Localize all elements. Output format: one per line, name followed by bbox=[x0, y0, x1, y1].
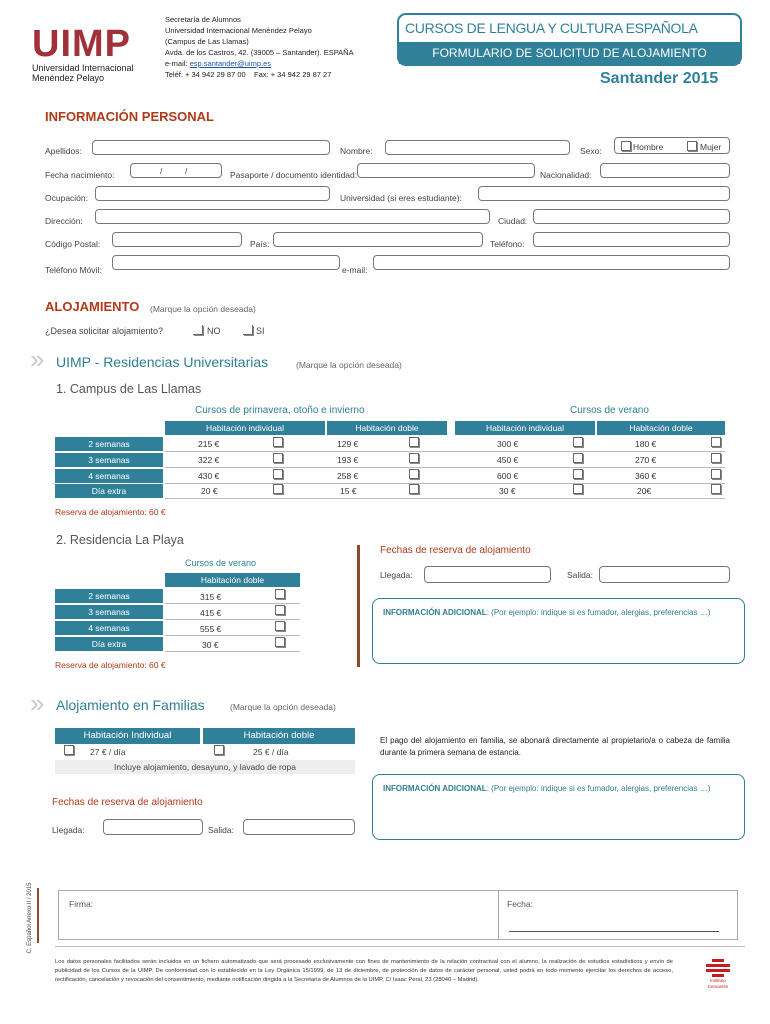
row-label: 3 semanas bbox=[55, 453, 163, 467]
uimp-logo bbox=[32, 23, 142, 83]
logo-text: UIMP bbox=[32, 23, 131, 65]
address-line: Avda. de los Castros, 42. (39005 – Santander). ESPAÑA bbox=[165, 48, 354, 57]
pasaporte-field[interactable] bbox=[357, 163, 535, 178]
campus-heading: 1. Campus de Las Llamas bbox=[56, 382, 202, 396]
campus-table bbox=[55, 421, 725, 503]
row-label: Día extra bbox=[55, 637, 163, 651]
title-main: CURSOS DE LENGUA Y CULTURA ESPAÑOLA bbox=[405, 20, 698, 36]
price: 193 € bbox=[337, 455, 359, 465]
col-header: Habitación doble bbox=[203, 728, 355, 744]
info-note: : (Por ejemplo: indique si es fumador, alergias, preferencias …) bbox=[486, 784, 711, 793]
mujer-checkbox[interactable] bbox=[687, 141, 697, 151]
familia-double-price: 25 € / día bbox=[253, 747, 289, 757]
price: 15 € bbox=[340, 486, 357, 496]
info-box-familias[interactable] bbox=[372, 774, 745, 840]
col-header: Habitación Individual bbox=[55, 728, 200, 744]
date-sep: / bbox=[160, 166, 163, 176]
universidad-label: Universidad (si eres estudiante): bbox=[340, 193, 462, 203]
cervantes-mark-icon bbox=[697, 958, 739, 978]
ocupacion-label: Ocupación: bbox=[45, 193, 88, 203]
email-label: e-mail: bbox=[165, 59, 188, 68]
checkbox[interactable] bbox=[273, 437, 283, 447]
checkbox[interactable] bbox=[275, 589, 285, 599]
divider-vertical bbox=[357, 545, 360, 667]
price: 430 € bbox=[198, 471, 220, 481]
nacionalidad-field[interactable] bbox=[600, 163, 730, 178]
residencias-heading: UIMP - Residencias Universitarias bbox=[56, 354, 269, 370]
row-label: Día extra bbox=[55, 484, 163, 498]
hombre-label: Hombre bbox=[633, 142, 664, 152]
familias-heading: Alojamiento en Familias bbox=[56, 697, 205, 713]
checkbox[interactable] bbox=[573, 484, 583, 494]
universidad-field[interactable] bbox=[478, 186, 730, 201]
pais-label: País: bbox=[250, 239, 270, 249]
pais-field[interactable] bbox=[273, 232, 483, 247]
salida-field[interactable] bbox=[599, 566, 730, 583]
checkbox[interactable] bbox=[275, 605, 285, 615]
col-header: Habitación doble bbox=[165, 573, 300, 587]
price: 300 € bbox=[497, 439, 519, 449]
row-label: 2 semanas bbox=[55, 437, 163, 451]
playa-summer: Cursos de verano bbox=[185, 558, 257, 568]
familia-salida-label: Salida: bbox=[208, 825, 234, 835]
alojamiento-note: (Marque la opción deseada) bbox=[150, 304, 256, 314]
fecha-nac-field[interactable] bbox=[130, 163, 222, 178]
cp-field[interactable] bbox=[112, 232, 242, 247]
email-label: e-mail: bbox=[342, 265, 368, 275]
mujer-label: Mujer bbox=[700, 142, 722, 152]
si-label: SI bbox=[256, 326, 265, 336]
movil-field[interactable] bbox=[112, 255, 340, 270]
pasaporte-label: Pasaporte / documento identidad: bbox=[230, 170, 358, 180]
llegada-label: Llegada: bbox=[380, 570, 413, 580]
chevron-icon: » bbox=[30, 688, 45, 718]
summer-heading: Cursos de verano bbox=[570, 405, 649, 416]
alojamiento-question: ¿Desea solicitar alojamiento? bbox=[45, 326, 164, 336]
city-year: Santander 2015 bbox=[600, 70, 719, 87]
title-sub-bar: FORMULARIO DE SOLICITUD DE ALOJAMIENTO bbox=[399, 42, 740, 64]
reserva-campus: Reserva de alojamiento: 60 € bbox=[55, 507, 166, 517]
legal-text: Los datos personales facilitados serán incluidos en un fichero automatizado que será procesado exclusivamente con fines de mantenimiento de la relación contractual con el alumno, la realización de estudios estadísticos y envío de publicidad de los Cursos de la UIMP. De conformidad con lo establecido en la Ley Orgánica 15/1999, de 13 de diciembre, de protección de datos de carácter personal, usted podrá en todo momento ejercitar los derechos de acceso, rectificación, cancelación y revocación del consentimiento, mediante notificación dirigida a la Secretaría de Alumnos de la UIMP, C/ Isaac Peral, 23 (28040 – Madrid). bbox=[55, 959, 673, 983]
nombre-label: Nombre: bbox=[340, 146, 373, 156]
side-text: C. Español Anexo II / 2015 bbox=[27, 882, 33, 954]
address-line: Secretaría de Alumnos bbox=[165, 15, 241, 24]
price: 360 € bbox=[635, 471, 657, 481]
checkbox[interactable] bbox=[409, 469, 419, 479]
phone-line bbox=[165, 69, 354, 80]
direccion-label: Dirección: bbox=[45, 216, 83, 226]
sexo-label: Sexo: bbox=[580, 146, 602, 156]
price: 20€ bbox=[637, 486, 652, 496]
price: 30 € bbox=[499, 486, 516, 496]
instituto-cervantes-logo bbox=[697, 958, 739, 992]
no-checkbox[interactable] bbox=[193, 325, 203, 335]
familias-fechas-heading: Fechas de reserva de alojamiento bbox=[52, 797, 203, 808]
email-line bbox=[165, 58, 354, 69]
address-block bbox=[165, 14, 354, 80]
checkbox[interactable] bbox=[409, 453, 419, 463]
checkbox[interactable] bbox=[273, 453, 283, 463]
info-line bbox=[383, 608, 710, 617]
includes-bar: Incluye alojamiento, desayuno, y lavado de ropa bbox=[55, 760, 355, 774]
checkbox[interactable] bbox=[409, 437, 419, 447]
checkbox[interactable] bbox=[711, 469, 721, 479]
price: 270 € bbox=[635, 455, 657, 465]
info-label: INFORMACIÓN ADICIONAL bbox=[383, 608, 487, 617]
info-box-residencias[interactable] bbox=[372, 598, 745, 664]
telefono-field[interactable] bbox=[533, 232, 730, 247]
logo-text1: Instituto bbox=[710, 978, 726, 983]
familia-llegada-field[interactable] bbox=[103, 819, 203, 835]
col-header: Habitación individual bbox=[165, 421, 325, 435]
price: 30 € bbox=[202, 640, 219, 650]
spring-heading: Cursos de primavera, otoño e invierno bbox=[195, 405, 365, 416]
price: 415 € bbox=[200, 608, 222, 618]
price: 322 € bbox=[198, 455, 220, 465]
direccion-field[interactable] bbox=[95, 209, 490, 224]
phone: Teléf. + 34 942 29 87 00 bbox=[165, 70, 246, 79]
familia-single-price: 27 € / día bbox=[90, 747, 126, 757]
playa-heading: 2. Residencia La Playa bbox=[56, 533, 184, 547]
apellidos-label: Apellidos: bbox=[45, 146, 82, 156]
checkbox[interactable] bbox=[573, 437, 583, 447]
fecha-nac-label: Fecha nacimiento: bbox=[45, 170, 115, 180]
playa-table bbox=[55, 573, 305, 653]
movil-label: Teléfono Móvil: bbox=[45, 265, 102, 275]
logo-text2: Cervantes bbox=[707, 984, 729, 989]
residencias-note: (Marque la opción deseada) bbox=[296, 360, 402, 370]
checkbox[interactable] bbox=[573, 453, 583, 463]
familia-llegada-label: Llegada: bbox=[52, 825, 85, 835]
address-line: Universidad Internacional Menéndez Pelayo bbox=[165, 26, 312, 35]
checkbox[interactable] bbox=[711, 484, 721, 494]
ocupacion-field[interactable] bbox=[95, 186, 330, 201]
ciudad-field[interactable] bbox=[533, 209, 730, 224]
side-rule bbox=[37, 888, 39, 943]
row-label: 2 semanas bbox=[55, 589, 163, 603]
price: 215 € bbox=[198, 439, 220, 449]
price: 20 € bbox=[201, 486, 218, 496]
date-sep: / bbox=[185, 166, 188, 176]
checkbox[interactable] bbox=[275, 621, 285, 631]
footer-rule bbox=[55, 946, 745, 947]
firma-box[interactable] bbox=[58, 890, 738, 940]
apellidos-field[interactable] bbox=[92, 140, 330, 155]
price: 450 € bbox=[497, 455, 519, 465]
familias-note: (Marque la opción deseada) bbox=[230, 702, 336, 712]
checkbox[interactable] bbox=[273, 469, 283, 479]
alojamiento-heading: ALOJAMIENTO bbox=[45, 299, 140, 314]
email-field[interactable] bbox=[373, 255, 730, 270]
familia-salida-field[interactable] bbox=[243, 819, 355, 835]
col-header: Habitación doble bbox=[597, 421, 725, 435]
salida-label: Salida: bbox=[567, 570, 593, 580]
fechas-heading: Fechas de reserva de alojamiento bbox=[380, 545, 531, 556]
no-label: NO bbox=[207, 326, 221, 336]
divider bbox=[498, 891, 499, 939]
ciudad-label: Ciudad: bbox=[498, 216, 528, 226]
reserva-playa: Reserva de alojamiento: 60 € bbox=[55, 660, 166, 670]
logo-sub2: Menéndez Pelayo bbox=[32, 73, 105, 83]
firma-label: Firma: bbox=[69, 899, 94, 909]
price: 258 € bbox=[337, 471, 359, 481]
familia-single-checkbox[interactable] bbox=[64, 745, 74, 755]
price: 180 € bbox=[635, 439, 657, 449]
price: 129 € bbox=[337, 439, 359, 449]
llegada-field[interactable] bbox=[424, 566, 551, 583]
fecha-line bbox=[509, 931, 719, 932]
checkbox[interactable] bbox=[573, 469, 583, 479]
logo-sub1: Universidad Internacional bbox=[32, 63, 134, 73]
col-header: Habitación doble bbox=[327, 421, 447, 435]
checkbox[interactable] bbox=[711, 437, 721, 447]
col-header: Habitación individual bbox=[455, 421, 595, 435]
info-note: : (Por ejemplo: indique si es fumador, alergias, preferencias …) bbox=[486, 608, 711, 617]
info-label: INFORMACIÓN ADICIONAL bbox=[383, 784, 487, 793]
familia-double-checkbox[interactable] bbox=[214, 745, 224, 755]
row-label: 4 semanas bbox=[55, 469, 163, 483]
title-box bbox=[397, 13, 742, 66]
cp-label: Código Postal: bbox=[45, 239, 101, 249]
checkbox[interactable] bbox=[275, 637, 285, 647]
hombre-checkbox[interactable] bbox=[621, 141, 631, 151]
telefono-label: Teléfono: bbox=[490, 239, 525, 249]
fecha-label: Fecha: bbox=[507, 899, 533, 909]
checkbox[interactable] bbox=[409, 484, 419, 494]
email-link[interactable]: esp.santander@uimp.es bbox=[189, 59, 272, 68]
payment-note: El pago del alojamiento en familia, se abonará directamente al propietario/a o cabeza de familia durante la primera semana de estancia. bbox=[380, 736, 730, 757]
fax: Fax: + 34 942 29 87 27 bbox=[254, 70, 332, 79]
row-label: 4 semanas bbox=[55, 621, 163, 635]
nombre-field[interactable] bbox=[385, 140, 570, 155]
chevron-icon: » bbox=[30, 344, 45, 374]
price: 315 € bbox=[200, 592, 222, 602]
personal-heading: INFORMACIÓN PERSONAL bbox=[45, 109, 214, 124]
checkbox[interactable] bbox=[273, 484, 283, 494]
address-line: (Campus de Las Llamas) bbox=[165, 37, 249, 46]
si-checkbox[interactable] bbox=[243, 325, 253, 335]
checkbox[interactable] bbox=[711, 453, 721, 463]
nacionalidad-label: Nacionalidad: bbox=[540, 170, 592, 180]
info-line bbox=[383, 784, 710, 793]
price: 555 € bbox=[200, 624, 222, 634]
price: 600 € bbox=[497, 471, 519, 481]
row-label: 3 semanas bbox=[55, 605, 163, 619]
